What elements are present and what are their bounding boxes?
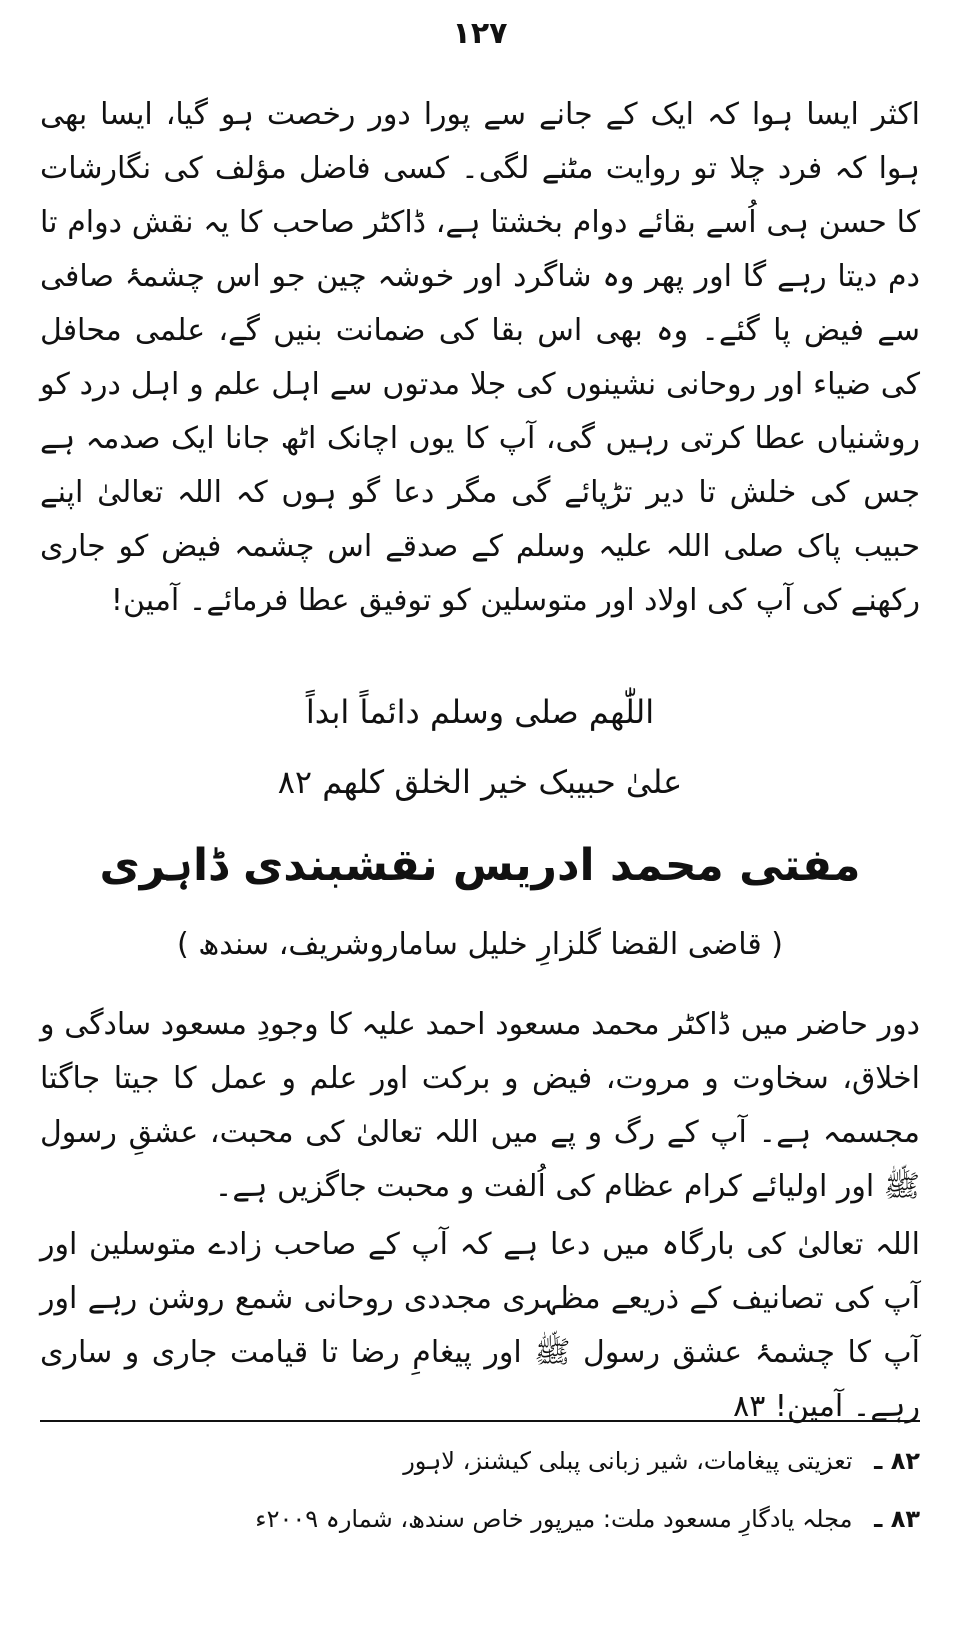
footnote-number: ۸۲ ـ — [874, 1447, 920, 1475]
durood-line-1: اللّٰھم صلی وسلم دائماً ابداً — [305, 693, 655, 731]
page-number: ۱۲۷ — [452, 16, 508, 51]
footnote-text: تعزیتی پیغامات، شیر زبانی پبلی کیشنز، لاہور — [403, 1447, 853, 1475]
paragraph-tribute: اکثر ایسا ہوا کہ ایک کے جانے سے پورا دور رخصت ہو گیا، ایسا بھی ہوا کہ فرد چلا تو روایت مٹنے لگی۔ کسی فاضل مؤلف کی نگارشات کا حسن ہی اُسے بقائے دوام بخشتا ہے، ڈاکٹر صاحب کا یہ نقش دوام تا دم دیتا رہے گا اور پھر وہ شاگرد اور خوشہ چین جو اس چشمۂ صافی سے فیض پا گئے۔ وہ بھی اس بقا کی ضمانت بنیں گے، علمی محافل کی ضیاء اور روحانی نشینوں کی جلا مدتوں سے اہل علم و اہل درد کو روشنیاں عطا کرتی رہیں گی، آپ کا یوں اچانک اٹھ جانا ایک صدمہ ہے جس کی خلش تا دیر تڑپائے گی مگر دعا گو ہوں کہ اللہ تعالیٰ اپنے حبیب پاک صلی اللہ علیہ وسلم کے صدقے اس چشمہ فیض کو جاری رکھنے کی آپ کی اولاد اور متوسلین کو توفیق عطا فرمائے۔ آمین! — [40, 97, 920, 618]
author-name-heading: مفتی محمد ادریس نقشبندی ڈاہری — [99, 840, 861, 891]
footnote-divider — [40, 1420, 920, 1422]
paragraph-character: دور حاضر میں ڈاکٹر محمد مسعود احمد علیہ کا وجودِ مسعود سادگی و اخلاق، سخاوت و مروت، فیض و برکت اور علم و عمل کا جیتا جاگتا مجسمہ ہے۔ آپ کے رگ و پے میں اللہ تعالیٰ کی محبت، عشقِ رسول ﷺ اور اولیائے کرام عظام کی اُلفت و محبت جاگزیں ہے۔ — [40, 1007, 920, 1204]
footnote-83 — [40, 1490, 920, 1548]
author-title: ( قاضی القضا گلزارِ خلیل ساماروشریف، سندھ ) — [177, 927, 783, 962]
footnote-82 — [40, 1432, 920, 1490]
durood-line-2: علیٰ حبیبک خیر الخلق کلھم ۸۲ — [277, 763, 683, 801]
footnotes — [40, 1432, 920, 1548]
footnote-text: مجلہ یادگارِ مسعود ملت: میرپور خاص سندھ، شمارہ ۲۰۰۹ء — [255, 1505, 853, 1533]
paragraph-prayer: اللہ تعالیٰ کی بارگاہ میں دعا ہے کہ آپ کے صاحب زادے متوسلین اور آپ کی تصانیف کے ذریعے مظہری مجددی روحانی شمع روشن رہے اور آپ کا چشمۂ عشق رسول ﷺ اور پیغامِ رضا تا قیامت جاری و ساری رہے۔ آمین! ۸۳ — [40, 1227, 920, 1424]
footnote-number: ۸۳ ـ — [874, 1505, 920, 1533]
